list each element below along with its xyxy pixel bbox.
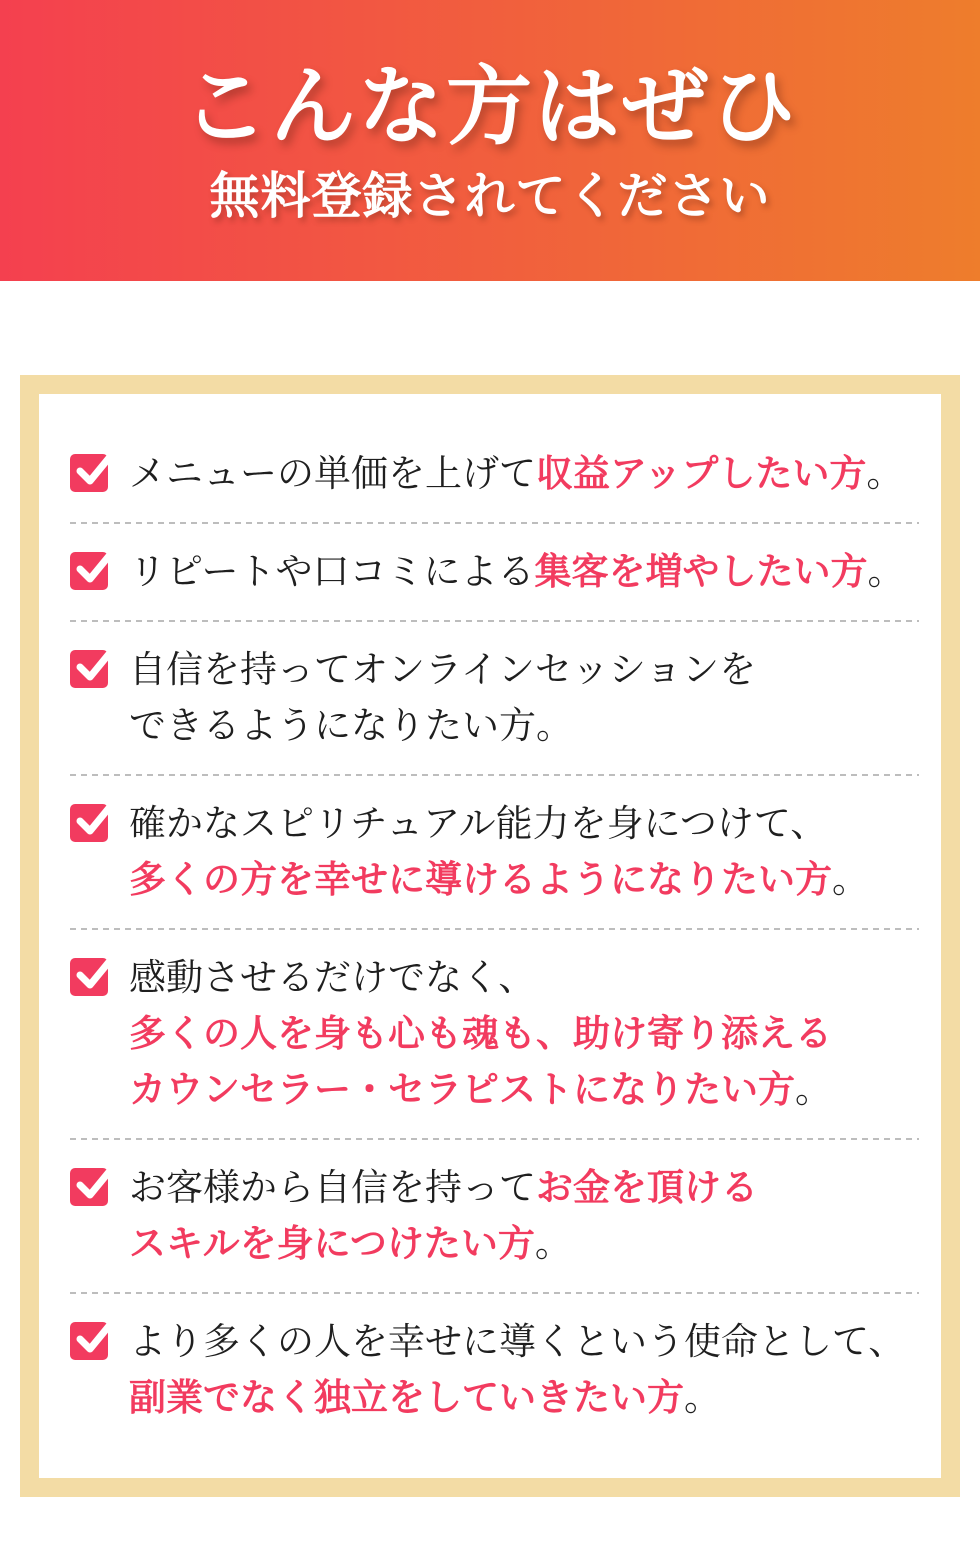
item-text-line	[129, 796, 869, 852]
checkbox-icon	[70, 552, 108, 590]
checklist-item	[70, 1160, 921, 1272]
checkmark-icon	[73, 798, 117, 840]
item-text-line	[129, 1370, 905, 1426]
text-segment: 確かなスピリチュアル能力を身につけて、	[129, 803, 828, 844]
text-segment: 。	[534, 1223, 572, 1264]
text-segment: カウンセラー・セラピストになりたい方	[129, 1069, 795, 1110]
item-text	[129, 1314, 905, 1426]
text-segment: リピートや口コミによる	[129, 551, 535, 592]
item-text-line	[129, 1160, 758, 1216]
checkbox-icon	[70, 454, 108, 492]
checklist-item	[70, 642, 921, 754]
text-segment: 多くの人を身も心も魂も、助け寄り添える	[129, 1013, 832, 1054]
checklist-item	[70, 950, 921, 1118]
checkbox-icon	[70, 1168, 108, 1206]
checklist-item	[70, 1314, 921, 1426]
item-text	[129, 446, 903, 502]
checkmark-icon	[73, 1162, 117, 1204]
item-text-line	[129, 446, 903, 502]
item-divider	[70, 620, 919, 622]
checkbox-icon	[70, 650, 108, 688]
checkbox-icon	[70, 958, 108, 996]
item-text	[129, 544, 905, 600]
text-segment: 。	[795, 1069, 832, 1110]
checklist-panel	[20, 375, 960, 1497]
item-divider	[70, 774, 919, 776]
text-segment: 集客を増やしたい方	[534, 551, 868, 592]
item-text-line	[129, 1006, 832, 1062]
item-text-line	[129, 544, 905, 600]
text-segment: 。	[867, 551, 905, 592]
checkmark-icon	[73, 952, 117, 994]
checkmark-icon	[73, 448, 117, 490]
item-text-line	[129, 852, 869, 908]
text-segment: 自信を持ってオンラインセッションを	[129, 649, 757, 690]
checkmark-icon	[73, 644, 117, 686]
item-divider	[70, 1138, 919, 1140]
text-segment: 収益アップしたい方	[536, 453, 867, 494]
text-segment: 。	[832, 859, 869, 900]
item-divider	[70, 928, 919, 930]
text-segment: できるようになりたい方。	[129, 705, 573, 746]
item-text	[129, 950, 832, 1118]
text-segment: メニューの単価を上げて	[129, 453, 536, 494]
checklist-item	[70, 796, 921, 908]
page-title: こんな方はぜひ	[182, 59, 798, 156]
item-text-line	[129, 698, 756, 754]
item-divider	[70, 1292, 919, 1294]
item-text	[129, 1160, 758, 1272]
item-text-line	[129, 1062, 832, 1118]
text-segment: 。	[866, 453, 904, 494]
item-text-line	[129, 642, 756, 698]
item-divider	[70, 522, 919, 524]
checkbox-icon	[70, 804, 108, 842]
checkbox-icon	[70, 1322, 108, 1360]
checkmark-icon	[73, 546, 117, 588]
item-text-line	[129, 950, 832, 1006]
item-text	[129, 642, 756, 754]
text-segment: スキルを身につけたい方	[129, 1223, 535, 1264]
text-segment: お金を頂ける	[536, 1167, 758, 1208]
text-segment: 副業でなく独立をしていきたい方	[129, 1377, 684, 1418]
text-segment: より多くの人を幸せに導くという使命として、	[129, 1321, 906, 1362]
text-segment: 。	[684, 1377, 721, 1418]
text-segment: お客様から自信を持って	[129, 1167, 536, 1208]
checklist	[39, 394, 941, 1466]
checkmark-icon	[73, 1316, 117, 1358]
item-text-line	[129, 1314, 905, 1370]
page-subtitle: 無料登録されてください	[209, 168, 771, 225]
checklist-item	[70, 446, 921, 502]
item-text	[129, 796, 869, 908]
item-text-line	[129, 1216, 758, 1272]
checklist-item	[70, 544, 921, 600]
text-segment: 感動させるだけでなく、	[129, 957, 536, 998]
text-segment: 多くの方を幸せに導けるようになりたい方	[129, 859, 832, 900]
header-banner	[0, 0, 980, 281]
